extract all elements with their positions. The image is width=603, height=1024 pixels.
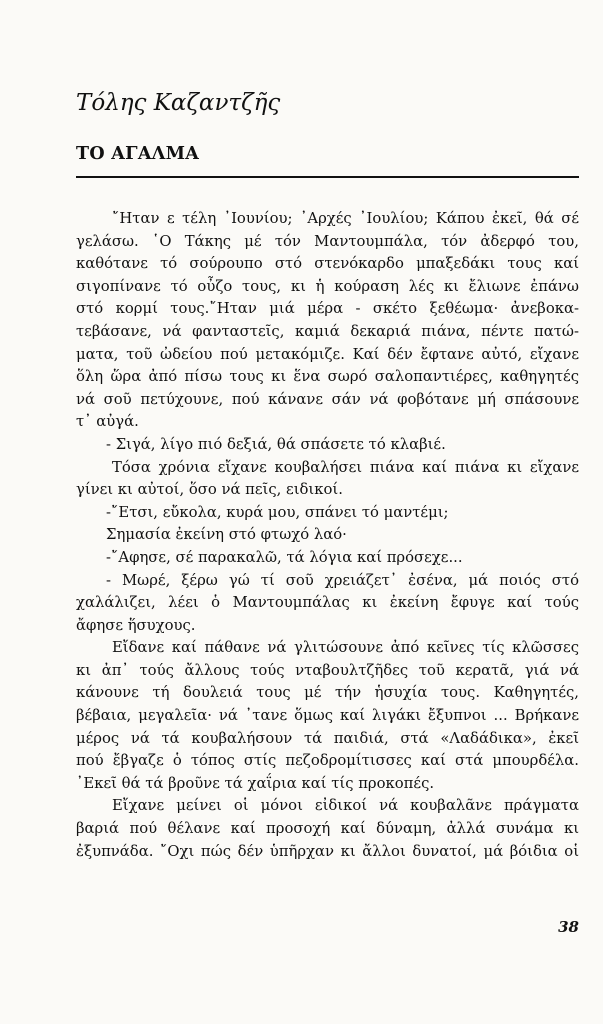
text-line: κάνουνε τή δουλειά τους μέ τήν ἡσυχία τους. Καθηγητές, — [76, 684, 579, 702]
text-line: σιγοπίνανε τό οὖζο τους, κι ἡ κούραση λές κι ἔλιωνε ἐπάνω — [76, 277, 579, 295]
text-line: βαριά πού θέλανε καί προσοχή καί δύναμη, ἀλλά συνάμα κι — [76, 820, 579, 838]
text-line: τ᾽ αὐγά. — [76, 413, 139, 431]
text-line: πού ἔβγαζε ὁ τόπος στίς πεζοδρομίτισσες καί στά μπουρδέλα. — [76, 752, 579, 770]
text-line: - Σιγά, λίγο πιό δεξιά, θά σπάσετε τό κλαβιέ. — [106, 435, 446, 453]
text-line: χαλάλιζει, λέει ὁ Μαντουμπάλας κι ἐκείνη ἔφυγε καί τούς — [76, 594, 579, 612]
text-line: ᾽Εκεῖ θά τά βροῦνε τά χαΐρια καί τίς προκοπές. — [76, 774, 435, 792]
text-line: γελάσω. ῾Ο Τάκης μέ τόν Μαντουμπάλα, τόν ἀδερφό του, — [76, 232, 579, 250]
text-line: βέβαια, μεγαλεῖα· νά ᾽τανε ὅμως καί λιγάκι ἔξυπνοι ... Βρήκανε — [76, 707, 579, 725]
page-number: 38 — [558, 918, 579, 936]
text-line: μέρος νά τά κουβαλήσουν τά παιδιά, στά «Λαδάδικα», ἐκεῖ — [76, 729, 579, 747]
text-line: ἐξυπνάδα. ῎Οχι πώς δέν ὑπῆρχαν κι ἄλλοι δυνατοί, μά βόιδια οἱ — [76, 842, 579, 860]
text-line: στό κορμί τους.῎Ηταν μιά μέρα - σκέτο ξεθέωμα· ἀνεβοκα- — [76, 300, 579, 318]
text-line: γίνει κι αὐτοί, ὅσο νά πεῖς, ειδικοί. — [76, 481, 343, 499]
text-line: - Μωρέ, ξέρω γώ τί σοῦ χρειάζετ᾽ ἐσένα, μά ποιός στό — [106, 571, 579, 589]
text-line: τεβάσανε, νά φανταστεῖς, καμιά δεκαριά πιάνα, πέντε πατώ- — [76, 322, 579, 340]
text-line: ματα, τοῦ ὠδείου πού μετακόμιζε. Καί δέν ἔφτανε αὐτό, εἴχανε — [76, 345, 579, 363]
text-line: ὅλη ὥρα ἀπό πίσω τους κι ἕνα σωρό σαλοπαντιέρες, καθηγητές — [76, 368, 579, 386]
text-line: -῎Αφησε, σέ παρακαλῶ, τά λόγια καί πρόσεχε... — [106, 548, 463, 566]
story-body — [76, 208, 579, 863]
text-line: καθότανε τό σούρουπο στό στενόκαρδο μπαξεδάκι τους καί — [76, 255, 579, 273]
text-line: ἄφησε ἥσυχους. — [76, 616, 196, 634]
story-title: ΤΟ ΑΓΑΛΜΑ — [76, 144, 200, 164]
title-divider — [76, 176, 579, 178]
text-line: κι ἀπ᾽ τούς ἄλλους τούς νταβουλτζῆδες τοῦ κερατᾶ, γιά νά — [76, 661, 579, 679]
text-line: νά σοῦ πετύχουνε, πού κάνανε σάν νά φοβότανε μή σπάσουνε — [76, 390, 579, 408]
text-line: -῎Ετσι, εὔκολα, κυρά μου, σπάνει τό μαντέμι; — [106, 503, 449, 521]
text-line: Εἴχανε μείνει οἱ μόνοι εἰδικοί νά κουβαλᾶνε πράγματα — [112, 797, 579, 815]
author-name: Τόλης Καζαντζῆς — [76, 90, 281, 116]
text-line: Εἴδανε καί πάθανε νά γλιτώσουνε ἀπό κεῖνες τίς κλῶσσες — [112, 639, 579, 657]
text-line: ῎Ηταν ε τέλη ᾽Ιουνίου; ᾽Αρχές ᾽Ιουλίου; Κάπου ἐκεῖ, θά σέ — [112, 210, 579, 227]
text-line: Σημασία ἐκείνη στό φτωχό λαό· — [106, 526, 347, 544]
text-line: Τόσα χρόνια εἴχανε κουβαλήσει πιάνα καί πιάνα κι εἴχανε — [112, 458, 579, 476]
